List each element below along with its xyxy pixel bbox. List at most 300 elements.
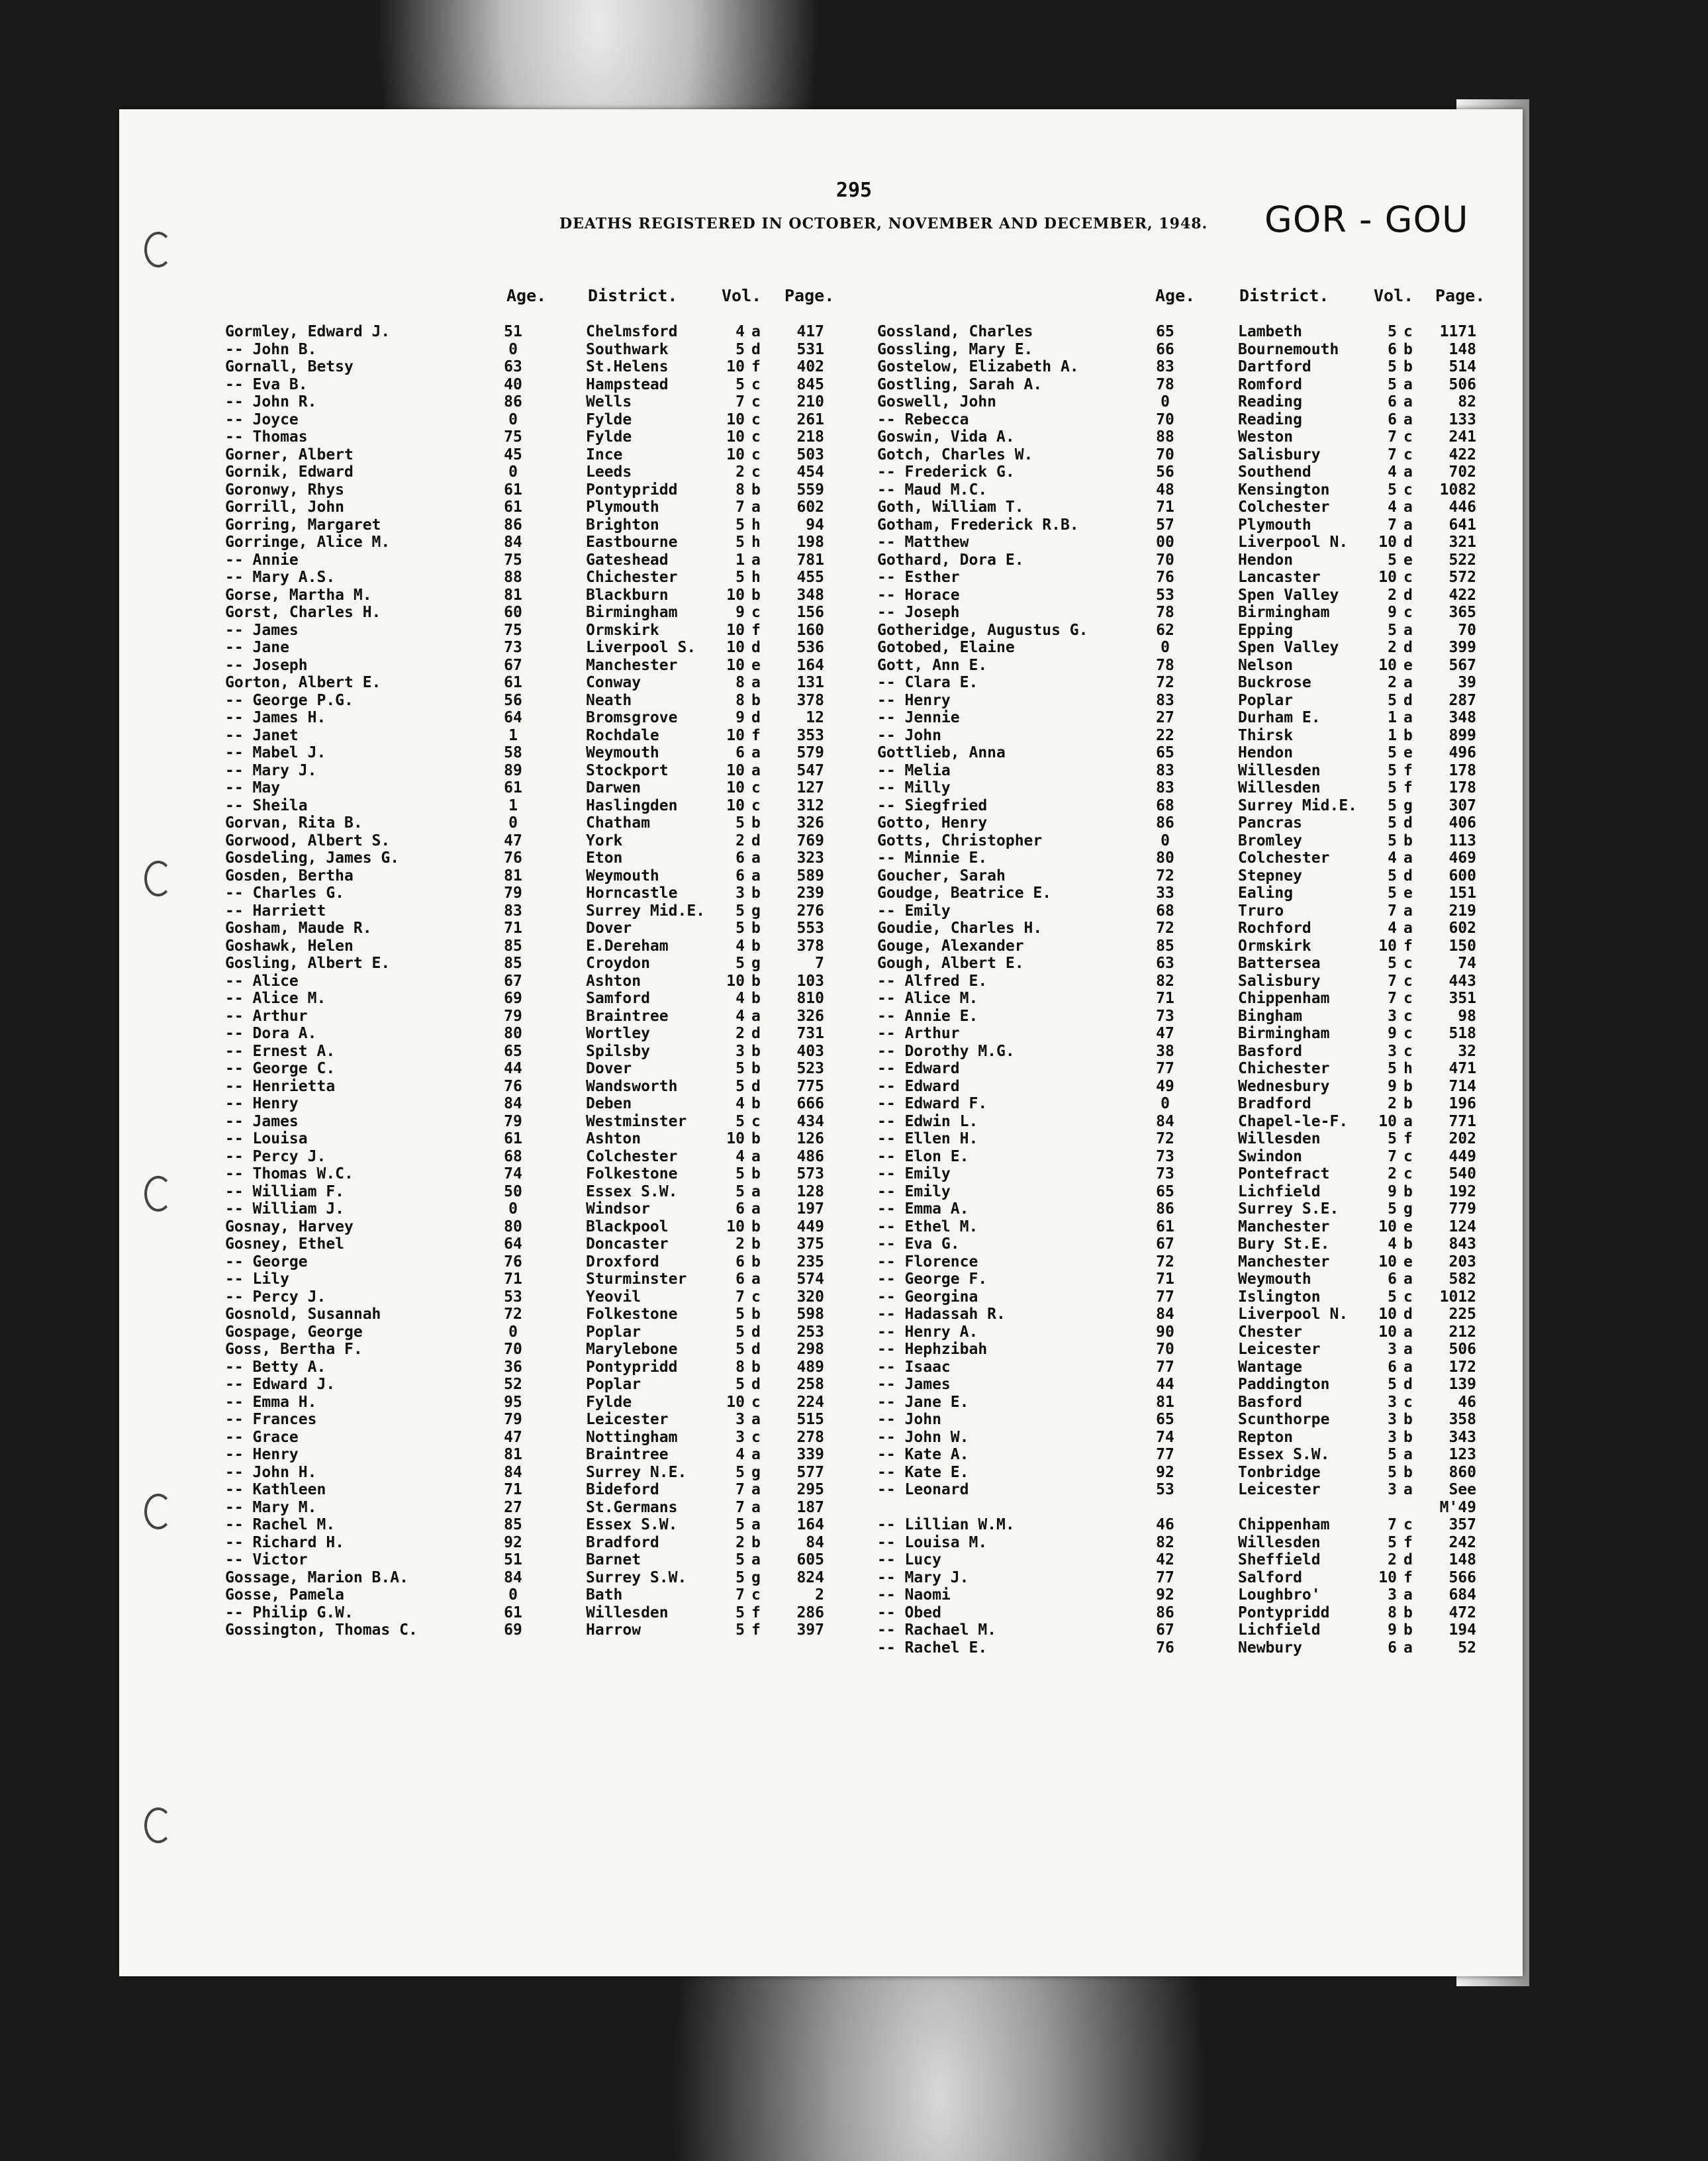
entry-name: -- Florence	[877, 1253, 978, 1271]
entry-district: Chapel-le-F.	[1238, 1112, 1349, 1130]
entry-age: 63	[1156, 955, 1174, 972]
entry-district: Chester	[1238, 1323, 1302, 1341]
entry-district: Weymouth	[586, 744, 659, 761]
entry-section: a	[751, 1007, 761, 1025]
entry-page: 446	[1448, 499, 1476, 516]
entry-age: 0	[1161, 1095, 1170, 1112]
entry-section: a	[1403, 1112, 1413, 1130]
entry-name: -- Leonard	[877, 1481, 969, 1498]
entry-district: Durham E.	[1238, 709, 1321, 726]
entry-district: Bradford	[586, 1533, 659, 1551]
entry-section: f	[1403, 761, 1413, 779]
entry-district: Windsor	[586, 1200, 650, 1218]
entry-section: b	[751, 481, 761, 499]
entry-page: 320	[796, 1288, 824, 1306]
entry-name: Goucher, Sarah	[877, 867, 1006, 885]
entry-page: 449	[1448, 1147, 1476, 1165]
entry-page: 781	[796, 551, 824, 569]
entry-age: 69	[504, 1621, 522, 1639]
table-row	[225, 867, 841, 885]
entry-volume: 5	[1388, 1130, 1397, 1147]
entry-district: Epping	[1238, 621, 1294, 639]
entry-name: Gosham, Maude R.	[225, 920, 372, 937]
entry-age: 61	[504, 779, 522, 796]
entry-page: 74	[1458, 955, 1476, 972]
entry-page: 172	[1448, 1358, 1476, 1376]
entry-section: a	[751, 551, 761, 569]
entry-page: 417	[796, 323, 824, 340]
entry-name: -- Melia	[877, 761, 951, 779]
entry-name: Gothard, Dora E.	[877, 551, 1024, 569]
entry-district: Fylde	[586, 428, 632, 446]
entry-name: Gotheridge, Augustus G.	[877, 621, 1088, 639]
entry-name: -- Percy J.	[225, 1288, 326, 1306]
entry-section: b	[1403, 1235, 1413, 1253]
entry-district: Spen Valley	[1238, 586, 1339, 604]
entry-section: c	[1403, 428, 1413, 446]
entry-volume: 5	[735, 1165, 745, 1182]
entry-page: 178	[1448, 761, 1476, 779]
entry-page: 602	[1448, 920, 1476, 937]
table-row	[877, 1569, 1493, 1587]
entry-district: Pancras	[1238, 814, 1302, 832]
entry-volume: 5	[1388, 691, 1397, 709]
table-row	[877, 1095, 1493, 1113]
entry-volume: 6	[735, 1271, 745, 1288]
entry-section: b	[1403, 340, 1413, 358]
entry-volume: 10	[726, 639, 745, 656]
entry-page: 574	[796, 1271, 824, 1288]
entry-section: a	[1403, 621, 1413, 639]
entry-section: a	[751, 499, 761, 516]
entry-page: 357	[1448, 1516, 1476, 1533]
entry-name: -- John R.	[225, 393, 317, 410]
entry-name: Goth, William T.	[877, 499, 1024, 516]
table-row	[877, 1165, 1493, 1183]
entry-name: -- George F.	[877, 1271, 988, 1288]
table-row	[877, 1271, 1493, 1288]
entry-section: c	[751, 1112, 761, 1130]
entry-name: Gossage, Marion B.A.	[225, 1568, 408, 1586]
entry-page: 443	[1448, 972, 1476, 990]
table-row	[225, 1095, 841, 1113]
entry-volume: 5	[1388, 867, 1397, 885]
table-row	[877, 1411, 1493, 1429]
entry-page: 127	[796, 779, 824, 796]
entry-district: Chippenham	[1238, 1516, 1330, 1533]
entry-district: Bath	[586, 1586, 623, 1604]
entry-volume: 3	[1388, 1428, 1397, 1446]
entry-volume: 1	[1388, 726, 1397, 744]
table-row	[877, 1604, 1493, 1622]
entry-volume: 5	[1388, 814, 1397, 832]
entry-name: Gosnold, Susannah	[225, 1306, 381, 1323]
entry-page: 203	[1448, 1253, 1476, 1271]
entry-district: Hendon	[1238, 744, 1294, 761]
entry-name: -- Jennie	[877, 709, 960, 726]
entry-volume: 10	[726, 621, 745, 639]
entry-age: 70	[504, 1341, 522, 1358]
entry-section: b	[751, 586, 761, 604]
entry-section: c	[751, 1428, 761, 1446]
table-row	[877, 1481, 1493, 1499]
right-column	[877, 323, 1493, 1657]
entry-page: 113	[1448, 832, 1476, 849]
entry-district: Nelson	[1238, 656, 1294, 674]
entry-page: 547	[796, 761, 824, 779]
entry-section: a	[751, 761, 761, 779]
table-row	[225, 657, 841, 675]
entry-name: -- Edwin L.	[877, 1112, 978, 1130]
entry-name: -- Alice M.	[877, 990, 978, 1007]
entry-name: Gornik, Edward	[225, 463, 354, 481]
entry-section: h	[751, 569, 761, 586]
table-row	[225, 534, 841, 552]
entry-volume: 5	[735, 1568, 745, 1586]
entry-name: Gottlieb, Anna	[877, 744, 1006, 761]
table-row	[225, 885, 841, 902]
entry-section: a	[1403, 1323, 1413, 1341]
entry-name: Gorton, Albert E.	[225, 674, 381, 691]
entry-page: 824	[796, 1568, 824, 1586]
entry-volume: 6	[735, 849, 745, 867]
entry-district: Manchester	[586, 656, 678, 674]
entry-page: 775	[796, 1077, 824, 1095]
entry-district: Willesden	[1238, 779, 1321, 796]
entry-page: 1082	[1439, 481, 1476, 499]
entry-district: Droxford	[586, 1253, 659, 1271]
entry-name: -- James	[225, 1112, 299, 1130]
entry-section: b	[751, 1358, 761, 1376]
entry-section: e	[1403, 656, 1413, 674]
table-row	[225, 341, 841, 359]
entry-district: Kensington	[1238, 481, 1330, 499]
table-row	[877, 446, 1493, 464]
entry-name: Gorringe, Alice M.	[225, 534, 391, 551]
entry-volume: 5	[735, 569, 745, 586]
entry-name: -- Frances	[225, 1411, 317, 1428]
entry-page: 239	[796, 885, 824, 902]
entry-age: 64	[504, 1235, 522, 1253]
entry-name: Gough, Albert E.	[877, 955, 1024, 972]
entry-age: 84	[504, 1095, 522, 1112]
table-row	[877, 1359, 1493, 1376]
entry-section: c	[751, 779, 761, 796]
entry-district: Fylde	[586, 410, 632, 428]
entry-age: 0	[508, 1200, 518, 1218]
entry-volume: 4	[735, 323, 745, 340]
entry-name: Gosden, Bertha	[225, 867, 354, 885]
table-row	[877, 902, 1493, 920]
entry-section: a	[1403, 393, 1413, 410]
entry-page: 577	[796, 1463, 824, 1481]
entry-district: Plymouth	[1238, 516, 1311, 534]
entry-section: e	[1403, 1218, 1413, 1235]
table-row	[877, 657, 1493, 675]
entry-age: 92	[1156, 1586, 1174, 1604]
entry-section: f	[751, 1604, 761, 1621]
entry-section: f	[751, 621, 761, 639]
entry-name: -- Ethel M.	[877, 1218, 978, 1235]
entry-age: 65	[1156, 323, 1174, 340]
entry-name: -- Betty A.	[225, 1358, 326, 1376]
entry-age: 79	[504, 885, 522, 902]
table-row	[225, 1464, 841, 1482]
entry-page: 156	[796, 604, 824, 621]
entry-age: 85	[504, 937, 522, 955]
entry-section: a	[751, 849, 761, 867]
entry-age: 77	[1156, 1358, 1174, 1376]
entry-page: 455	[796, 569, 824, 586]
entry-age: 72	[1156, 867, 1174, 885]
table-row	[225, 1218, 841, 1236]
table-row	[225, 779, 841, 797]
entry-section: a	[1403, 410, 1413, 428]
entry-volume: 7	[735, 499, 745, 516]
entry-volume: 6	[1388, 1358, 1397, 1376]
entry-age: 84	[1156, 1306, 1174, 1323]
entry-volume: 7	[735, 393, 745, 410]
entry-volume: 7	[1388, 1516, 1397, 1533]
entry-age: 64	[504, 709, 522, 726]
entry-age: 95	[504, 1393, 522, 1411]
entry-page: 128	[796, 1182, 824, 1200]
entry-page: 276	[796, 902, 824, 920]
entry-volume: 5	[1388, 1446, 1397, 1463]
entry-district: Wednesbury	[1238, 1077, 1330, 1095]
entry-age: 00	[1156, 534, 1174, 551]
entry-section: a	[1403, 709, 1413, 726]
entry-age: 65	[1156, 744, 1174, 761]
entry-section: c	[1403, 1288, 1413, 1306]
entry-page: 810	[796, 990, 824, 1007]
table-row	[877, 428, 1493, 446]
entry-age: 50	[504, 1182, 522, 1200]
entry-page: 82	[1458, 393, 1476, 410]
entry-section: h	[751, 516, 761, 534]
entry-age: 62	[1156, 621, 1174, 639]
entry-page: 559	[796, 481, 824, 499]
table-row	[225, 499, 841, 516]
entry-page: 218	[796, 428, 824, 446]
entry-age: 45	[504, 446, 522, 463]
entry-district: Ince	[586, 446, 623, 463]
entry-page: 326	[796, 814, 824, 832]
entry-volume: 6	[735, 867, 745, 885]
entry-page: 351	[1448, 990, 1476, 1007]
entry-page: 589	[796, 867, 824, 885]
entry-name: Gorrill, John	[225, 499, 345, 516]
table-row	[877, 744, 1493, 762]
entry-name: -- William F.	[225, 1182, 345, 1200]
table-row	[877, 1551, 1493, 1569]
entry-age: 73	[1156, 1147, 1174, 1165]
header-age-left: Age.	[506, 286, 547, 305]
entry-name: -- Naomi	[877, 1586, 951, 1604]
entry-age: 47	[1156, 1025, 1174, 1042]
entry-district: Thirsk	[1238, 726, 1294, 744]
entry-age: 67	[1156, 1235, 1174, 1253]
entry-page: 779	[1448, 1200, 1476, 1218]
entry-district: Eastbourne	[586, 534, 678, 551]
table-row	[225, 1516, 841, 1534]
entry-page: 1171	[1439, 323, 1476, 340]
entry-section: e	[1403, 885, 1413, 902]
entry-section: a	[1403, 1586, 1413, 1604]
entry-volume: 5	[735, 1604, 745, 1621]
entry-age: 72	[504, 1306, 522, 1323]
entry-district: Swindon	[1238, 1147, 1302, 1165]
entry-name: Gotch, Charles W.	[877, 446, 1033, 463]
entry-volume: 10	[726, 446, 745, 463]
entry-name: -- James	[225, 621, 299, 639]
entry-volume: 6	[735, 1200, 745, 1218]
table-row	[225, 973, 841, 990]
table-row	[877, 1060, 1493, 1078]
table-row	[225, 1394, 841, 1412]
entry-name: -- Ernest A.	[225, 1042, 336, 1060]
entry-age: 67	[504, 656, 522, 674]
table-row	[225, 1481, 841, 1499]
entry-name: -- Minnie E.	[877, 849, 988, 867]
table-row	[225, 1025, 841, 1043]
entry-district: Marylebone	[586, 1341, 678, 1358]
entry-district: Poplar	[586, 1376, 641, 1393]
entry-volume: 5	[1388, 1060, 1397, 1077]
entry-name: Gotto, Henry	[877, 814, 988, 832]
entry-name: -- Henrietta	[225, 1077, 336, 1095]
table-row	[877, 376, 1493, 394]
entry-name: Gorwood, Albert S.	[225, 832, 391, 849]
entry-district: Spen Valley	[1238, 639, 1339, 656]
entry-page: 605	[796, 1551, 824, 1568]
entry-name: -- Thomas	[225, 428, 308, 446]
entry-volume: 10	[726, 586, 745, 604]
entry-district: York	[586, 832, 623, 849]
entry-age: 73	[504, 639, 522, 656]
entry-age: 0	[508, 1323, 518, 1341]
entry-section: a	[751, 1182, 761, 1200]
entry-volume: 1	[735, 551, 745, 569]
entry-section: b	[1403, 1428, 1413, 1446]
entry-name: -- Alfred E.	[877, 972, 988, 990]
entry-age: 78	[1156, 375, 1174, 393]
entry-district: Poplar	[586, 1323, 641, 1341]
entry-age: 51	[504, 323, 522, 340]
table-row	[877, 867, 1493, 885]
entry-district: Wandsworth	[586, 1077, 678, 1095]
entry-volume: 4	[735, 990, 745, 1007]
entry-age: 81	[504, 867, 522, 885]
entry-name: -- Joseph	[225, 656, 308, 674]
entry-page: 225	[1448, 1306, 1476, 1323]
table-row	[225, 1551, 841, 1569]
entry-page: 210	[796, 393, 824, 410]
entry-page: 241	[1448, 428, 1476, 446]
table-row	[877, 849, 1493, 867]
entry-section: c	[751, 410, 761, 428]
entry-volume: 5	[1388, 761, 1397, 779]
entry-age: 48	[1156, 481, 1174, 499]
entry-volume: 10	[1378, 937, 1397, 955]
entry-name: -- Mary M.	[225, 1498, 317, 1516]
entry-section: c	[1403, 1516, 1413, 1533]
entry-name: -- George P.G.	[225, 691, 354, 709]
table-row	[877, 516, 1493, 534]
entry-volume: 4	[1388, 1235, 1397, 1253]
table-row	[225, 1253, 841, 1271]
entry-section: a	[751, 1200, 761, 1218]
entry-volume: 10	[726, 796, 745, 814]
header-age-right: Age.	[1155, 286, 1196, 305]
entry-name: Goudie, Charles H.	[877, 920, 1043, 937]
entry-page: 422	[1448, 586, 1476, 604]
entry-page: 434	[796, 1112, 824, 1130]
entry-section: b	[751, 1042, 761, 1060]
entry-page: 131	[796, 674, 824, 691]
entry-volume: 5	[1388, 551, 1397, 569]
entry-volume: 10	[726, 761, 745, 779]
entry-name: -- Richard H.	[225, 1533, 345, 1551]
entry-name: -- John H.	[225, 1463, 317, 1481]
entry-age: 42	[1156, 1551, 1174, 1568]
entry-section: d	[1403, 1551, 1413, 1568]
entry-name: Gosdeling, James G.	[225, 849, 400, 867]
entry-age: 84	[1156, 1112, 1174, 1130]
entry-page: 312	[796, 796, 824, 814]
table-row	[877, 569, 1493, 587]
table-row	[877, 885, 1493, 902]
entry-name: -- Frederick G.	[877, 463, 1015, 481]
entry-name: Gorse, Martha M.	[225, 586, 372, 604]
table-row	[877, 639, 1493, 657]
entry-section: a	[751, 323, 761, 340]
entry-district: Wantage	[1238, 1358, 1302, 1376]
entry-volume: 2	[735, 463, 745, 481]
entry-page: 684	[1448, 1586, 1476, 1604]
entry-volume: 5	[1388, 1288, 1397, 1306]
table-row	[877, 1130, 1493, 1148]
entry-page: 192	[1448, 1182, 1476, 1200]
entry-district: Haslingden	[586, 796, 678, 814]
entry-page: 598	[796, 1306, 824, 1323]
entry-name: -- Eva B.	[225, 375, 308, 393]
entry-district: Lambeth	[1238, 323, 1302, 340]
entry-age: 63	[504, 358, 522, 375]
entry-district: Leicester	[586, 1411, 669, 1428]
table-row	[225, 1235, 841, 1253]
entry-volume: 9	[735, 709, 745, 726]
entry-section: d	[1403, 639, 1413, 656]
entry-page: 148	[1448, 340, 1476, 358]
entry-volume: 8	[1388, 1604, 1397, 1621]
entry-page: 567	[1448, 656, 1476, 674]
entry-age: 72	[1156, 1253, 1174, 1271]
entry-section: d	[751, 1376, 761, 1393]
entry-age: 38	[1156, 1042, 1174, 1060]
entry-name: -- Percy J.	[225, 1147, 326, 1165]
entry-name: Gosse, Pamela	[225, 1586, 345, 1604]
table-row	[877, 1394, 1493, 1412]
entry-section: a	[1403, 1639, 1413, 1657]
entry-age: 76	[1156, 569, 1174, 586]
entry-name: -- Edward	[877, 1077, 960, 1095]
entry-section: b	[1403, 358, 1413, 375]
entry-age: 51	[504, 1551, 522, 1568]
entry-name: -- Lillian W.M.	[877, 1516, 1015, 1533]
entry-page: 378	[796, 937, 824, 955]
entry-age: 36	[504, 1358, 522, 1376]
